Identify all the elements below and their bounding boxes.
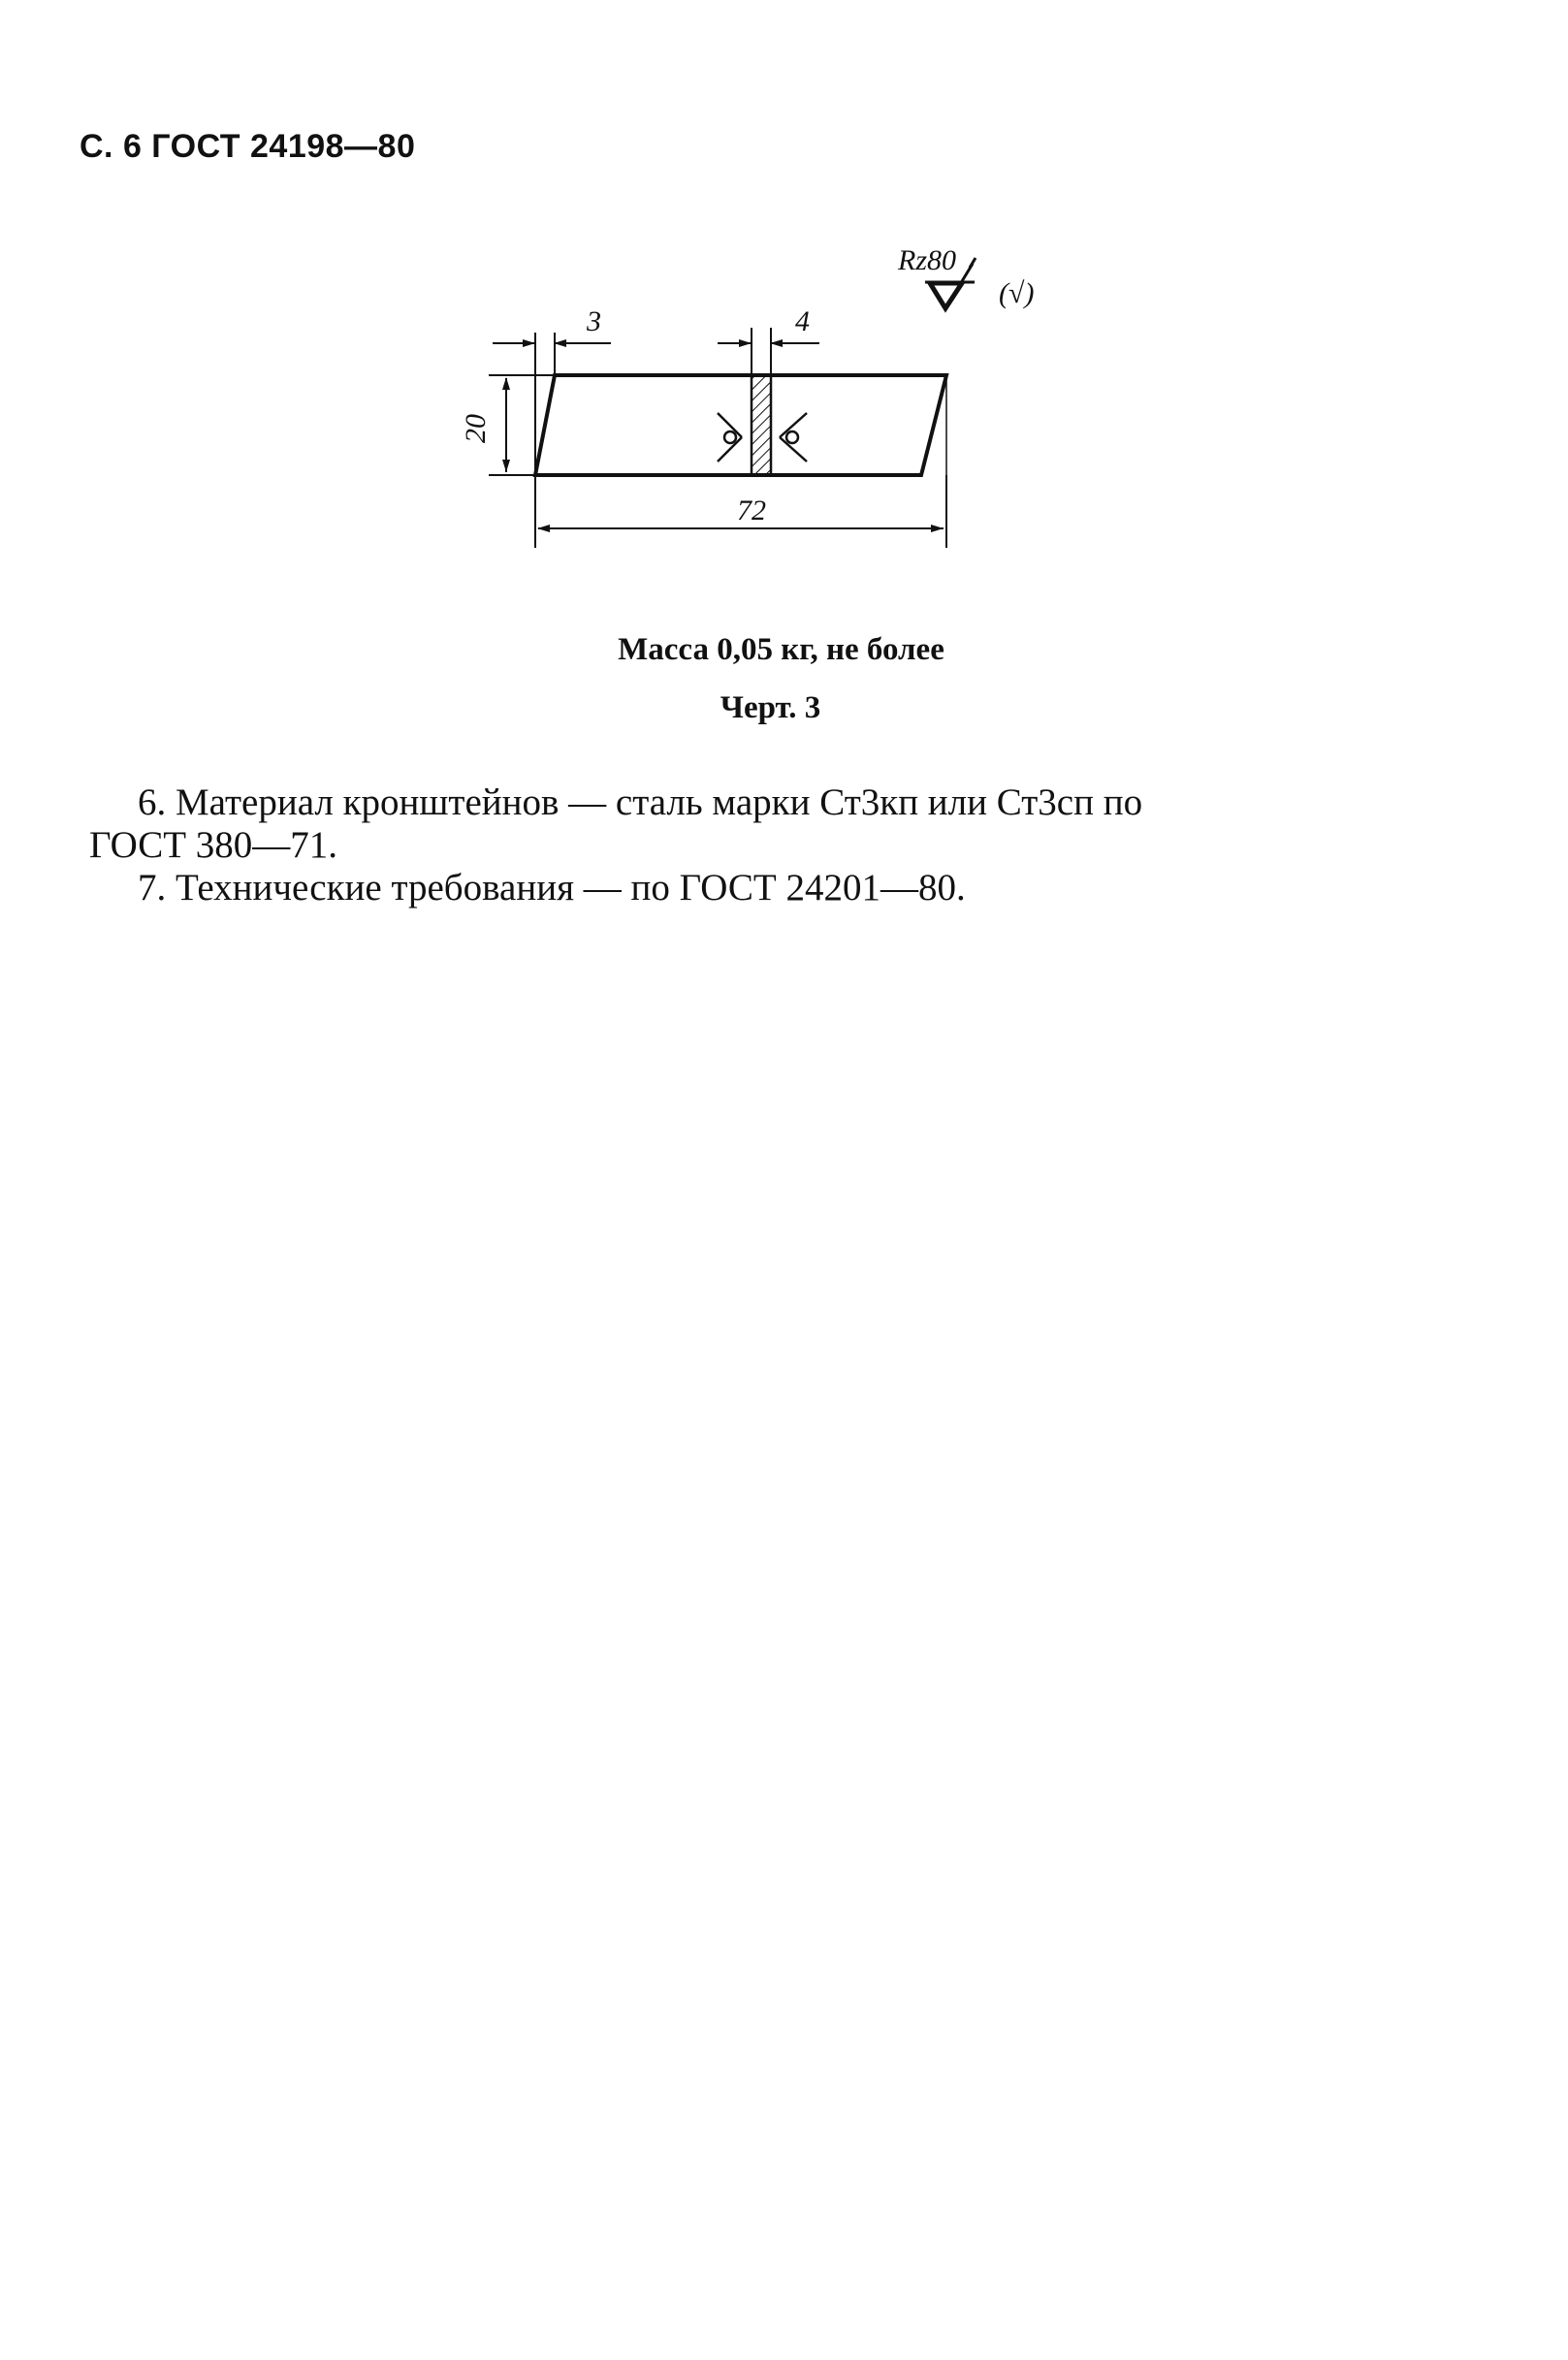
- clause-6-line-2: ГОСТ 380—71.: [89, 824, 338, 866]
- roughness-label: Rz80: [898, 244, 956, 276]
- weld-section: [752, 375, 771, 475]
- dim-length-value: 72: [737, 494, 766, 526]
- dim-weld-width-value: 4: [795, 305, 810, 337]
- technical-drawing: [0, 0, 1568, 679]
- roughness-other-label: (√): [999, 277, 1035, 309]
- dim-height-value: 20: [460, 414, 492, 443]
- figure-number-caption: Черт. 3: [720, 690, 821, 725]
- figure-mass-caption: Масса 0,05 кг, не более: [618, 632, 944, 667]
- clause-6-line-1: 6. Материал кронштейнов — сталь марки Ст3кп или Ст3сп по: [138, 781, 1143, 823]
- part-outline: [535, 375, 946, 475]
- page-header: С. 6 ГОСТ 24198—80: [80, 128, 416, 165]
- dimension-left-offset: [493, 333, 611, 475]
- dim-left-offset-value: 3: [587, 305, 601, 337]
- weld-symbol-left-icon: [718, 413, 742, 462]
- clause-7: 7. Технические требования — по ГОСТ 24201—80.: [138, 867, 966, 909]
- weld-symbol-right-icon: [780, 413, 807, 462]
